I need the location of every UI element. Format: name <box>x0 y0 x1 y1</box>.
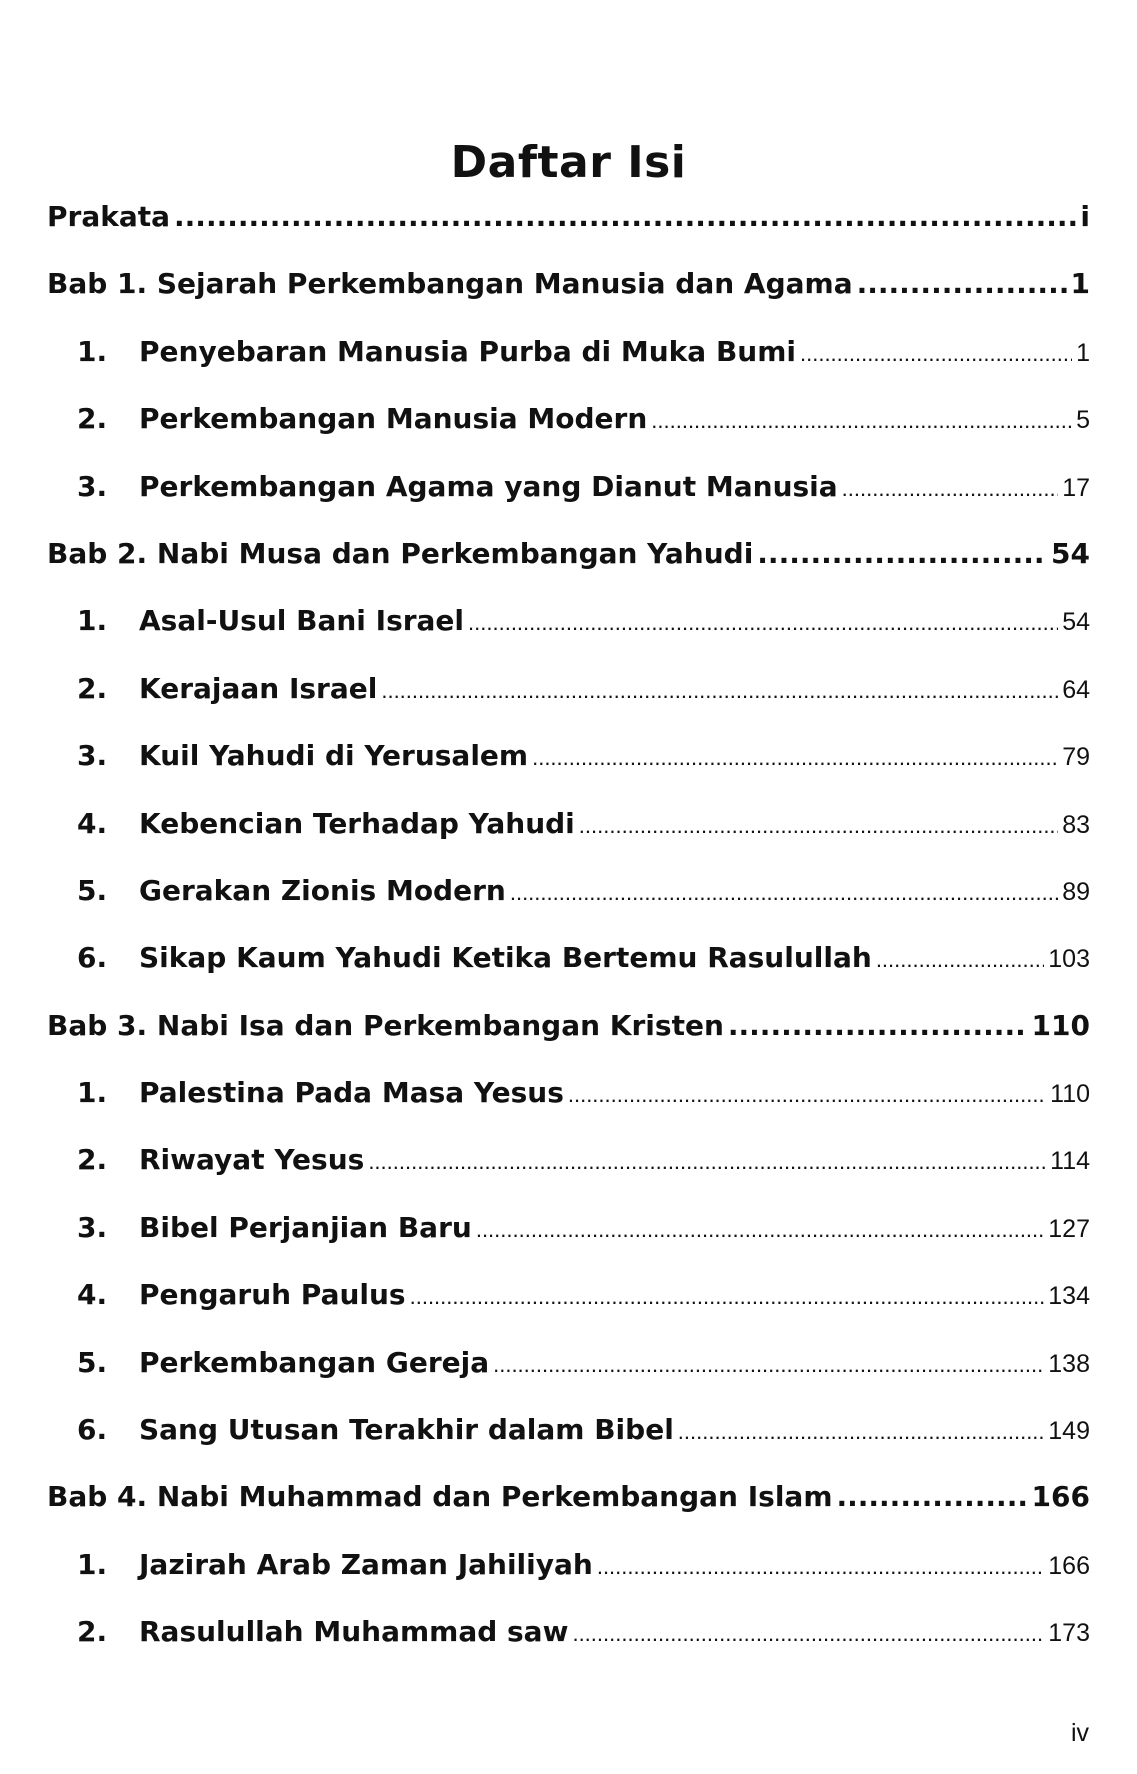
toc-entry-title: Asal-Usul Bani Israel <box>139 604 465 638</box>
page-title: Daftar Isi <box>450 137 687 188</box>
dot-leader <box>800 341 1072 367</box>
dot-leader <box>493 1352 1044 1378</box>
dot-leader <box>579 813 1058 839</box>
toc-entry-title: Palestina Pada Masa Yesus <box>139 1076 564 1110</box>
toc-entry-page: 110 <box>1050 1080 1090 1109</box>
toc-entry-number: 3. <box>77 469 108 503</box>
dot-leader <box>568 1082 1046 1108</box>
page-number: iv <box>1070 1719 1089 1747</box>
toc-entry-number: 6. <box>77 941 108 975</box>
toc-entry-number: 2. <box>77 402 108 436</box>
toc-section-entry <box>47 739 1090 806</box>
toc-entry-number: 1. <box>77 1076 108 1110</box>
toc-entry-page: 5 <box>1076 406 1090 435</box>
toc-entry-number: 1. <box>77 604 108 638</box>
toc-entry-page: 54 <box>1051 536 1090 570</box>
toc-entry-title: Riwayat Yesus <box>139 1143 365 1177</box>
dot-leader <box>532 745 1058 771</box>
toc-entry-page: 166 <box>1031 1480 1090 1514</box>
dot-leader <box>174 200 1076 233</box>
toc-entry-title: Perkembangan Manusia Modern <box>139 402 648 436</box>
toc-entry-title: Jazirah Arab Zaman Jahiliyah <box>139 1547 593 1581</box>
toc-entry-page: 17 <box>1062 473 1090 502</box>
toc-entry-page: 110 <box>1031 1008 1090 1042</box>
toc-entry-title: Gerakan Zionis Modern <box>139 873 506 907</box>
dot-leader <box>837 1480 1028 1513</box>
dot-leader <box>468 610 1058 636</box>
toc-entry-page: 166 <box>1048 1551 1090 1580</box>
toc-entry-page: 127 <box>1048 1214 1090 1243</box>
toc-section-entry <box>47 1548 1090 1615</box>
toc-entry-number: 1. <box>77 334 108 368</box>
dot-leader <box>678 1419 1044 1445</box>
toc-entry-title: Rasulullah Muhammad saw <box>139 1615 569 1649</box>
toc-chapter-entry <box>47 1480 1090 1547</box>
toc-entry-number: 6. <box>77 1413 108 1447</box>
toc-entry-title: Perkembangan Gereja <box>139 1345 490 1379</box>
toc-section-entry <box>47 1076 1090 1143</box>
toc-entry-number: 3. <box>77 1210 108 1244</box>
toc-entry-title: Perkembangan Agama yang Dianut Manusia <box>139 469 838 503</box>
toc-section-entry <box>47 941 1090 1008</box>
dot-leader <box>842 476 1059 502</box>
toc-section-entry <box>47 1346 1090 1413</box>
dot-leader <box>381 678 1058 704</box>
toc-section-entry <box>47 1615 1090 1682</box>
toc-entry-page: 149 <box>1048 1417 1090 1446</box>
toc-entry-number: 3. <box>77 739 108 773</box>
toc-section-entry <box>47 402 1090 469</box>
toc-entry-title: Penyebaran Manusia Purba di Muka Bumi <box>139 334 796 368</box>
toc-entry-title: Prakata <box>47 200 171 233</box>
dot-leader <box>597 1554 1044 1580</box>
toc-chapter-entry <box>47 200 1090 267</box>
toc-entry-page: 134 <box>1048 1282 1090 1311</box>
toc-entry-page: 79 <box>1062 743 1090 772</box>
toc-entry-title: Bab 3. Nabi Isa dan Perkembangan Kristen <box>47 1008 724 1042</box>
toc-section-entry <box>47 1278 1090 1345</box>
toc-entry-page: 89 <box>1062 877 1090 906</box>
dot-leader <box>476 1217 1044 1243</box>
toc-section-entry <box>47 672 1090 739</box>
toc-entry-page: 54 <box>1062 608 1090 637</box>
toc-entry-title: Bab 2. Nabi Musa dan Perkembangan Yahudi <box>47 536 754 570</box>
toc-entry-number: 4. <box>77 806 108 840</box>
toc-entry-title: Kerajaan Israel <box>139 671 378 705</box>
dot-leader <box>857 267 1067 300</box>
toc-chapter-entry <box>47 267 1090 334</box>
toc-entry-title: Bibel Perjanjian Baru <box>139 1210 472 1244</box>
toc-entry-title: Kebencian Terhadap Yahudi <box>139 806 575 840</box>
toc-entry-page: 64 <box>1062 675 1090 704</box>
toc-section-entry <box>47 1413 1090 1480</box>
toc-entry-page: 138 <box>1048 1349 1090 1378</box>
toc-chapter-entry <box>47 1009 1090 1076</box>
toc-entry-number: 1. <box>77 1547 108 1581</box>
dot-leader <box>510 880 1058 906</box>
toc-section-entry <box>47 807 1090 874</box>
toc-section-entry <box>47 470 1090 537</box>
toc-entry-page: 1 <box>1076 338 1090 367</box>
toc-section-entry <box>47 335 1090 402</box>
toc-section-entry <box>47 604 1090 671</box>
toc-entry-number: 5. <box>77 1345 108 1379</box>
toc-entry-number: 2. <box>77 671 108 705</box>
dot-leader <box>876 947 1044 973</box>
dot-leader <box>368 1149 1046 1175</box>
dot-leader <box>572 1621 1044 1647</box>
toc-entry-page: 103 <box>1048 945 1090 974</box>
toc-entry-title: Kuil Yahudi di Yerusalem <box>139 739 529 773</box>
toc-entry-number: 5. <box>77 873 108 907</box>
toc-chapter-entry <box>47 537 1090 604</box>
toc-section-entry <box>47 874 1090 941</box>
toc-entry-title: Bab 1. Sejarah Perkembangan Manusia dan Agama <box>47 267 853 301</box>
toc-entry-page: 83 <box>1062 810 1090 839</box>
dot-leader <box>757 537 1047 570</box>
toc-entry-page: 1 <box>1070 267 1090 301</box>
table-of-contents <box>47 200 1090 1683</box>
dot-leader <box>410 1284 1045 1310</box>
toc-entry-page: i <box>1080 200 1090 233</box>
toc-section-entry <box>47 1143 1090 1210</box>
toc-entry-title: Pengaruh Paulus <box>139 1278 406 1312</box>
toc-entry-number: 2. <box>77 1615 108 1649</box>
dot-leader <box>651 408 1072 434</box>
dot-leader <box>728 1009 1028 1042</box>
toc-entry-number: 2. <box>77 1143 108 1177</box>
toc-entry-title: Sang Utusan Terakhir dalam Bibel <box>139 1413 674 1447</box>
toc-section-entry <box>47 1211 1090 1278</box>
toc-entry-title: Bab 4. Nabi Muhammad dan Perkembangan Islam <box>47 1480 833 1514</box>
toc-entry-number: 4. <box>77 1278 108 1312</box>
toc-entry-page: 114 <box>1050 1147 1090 1176</box>
toc-entry-page: 173 <box>1048 1619 1090 1648</box>
toc-entry-title: Sikap Kaum Yahudi Ketika Bertemu Rasulullah <box>139 941 872 975</box>
